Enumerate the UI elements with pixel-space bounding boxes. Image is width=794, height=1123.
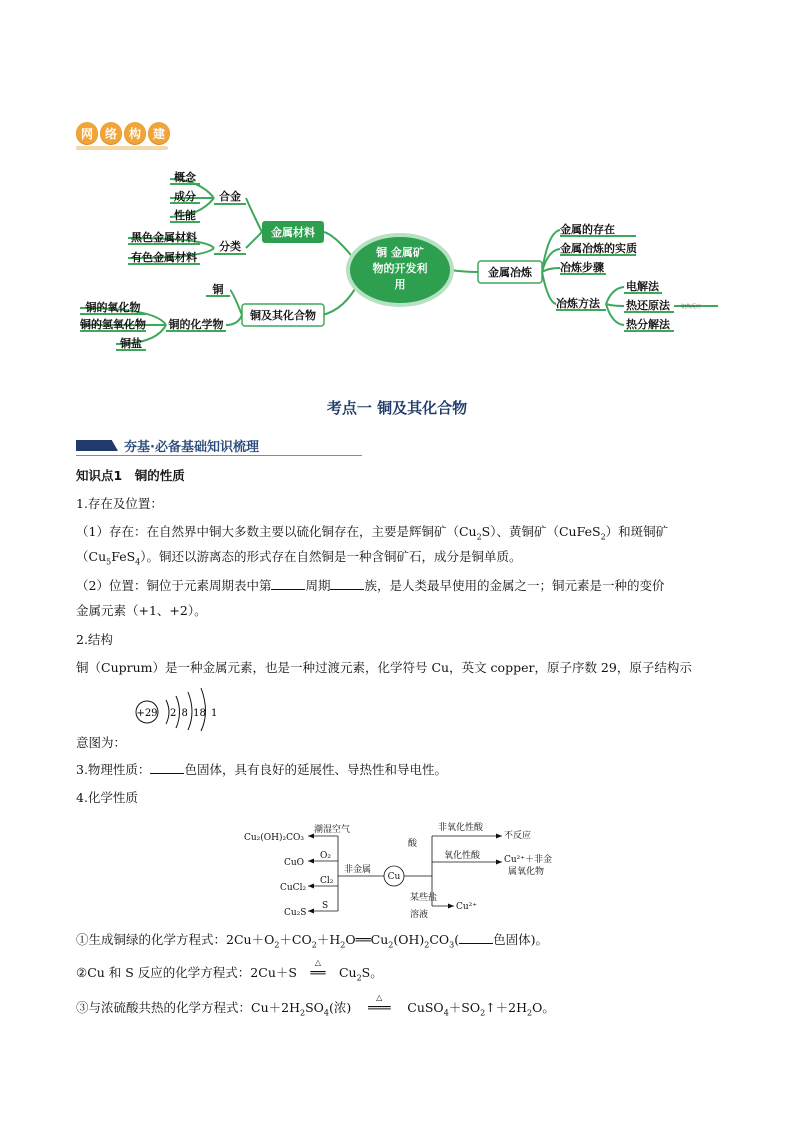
ox-result: Cu²⁺＋非金	[504, 855, 553, 865]
badge-char: 建	[148, 122, 170, 144]
paragraph: 铜（Cuprum）是一种金属元素，也是一种过渡元素，化学符号 Cu，英文 copper，原子序数 29，原子结构示	[76, 660, 692, 675]
method-item: 热分解法	[626, 318, 670, 331]
badge-char: 网	[76, 122, 98, 144]
method-item: 电解法	[626, 280, 659, 293]
sub-header-divider	[76, 455, 362, 456]
paragraph: （2）位置：铜位于元素周期表中第 周期 族，是人类最早使用的金属之一；铜元素是一种的变价	[76, 578, 665, 593]
smelting-item: 金属的存在	[560, 223, 615, 236]
reagent: 潮湿空气	[314, 825, 351, 835]
product: Cu₂(OH)₂CO₃	[244, 833, 305, 843]
acid-label: 酸	[408, 839, 418, 849]
atom-structure-diagram	[130, 684, 220, 732]
salt-result: Cu²⁺	[456, 902, 478, 912]
reagent: Cl₂	[320, 876, 334, 886]
knowledge-point-title: 知识点1 铜的性质	[76, 468, 185, 483]
ox-result: 属氧化物	[508, 867, 545, 877]
alloy-item: 成分	[174, 190, 196, 203]
category-item: 有色金属材料	[131, 251, 197, 264]
atom-nucleus: +29	[136, 708, 158, 719]
product: Cu₂S	[284, 908, 307, 918]
paragraph: 意图为：	[76, 735, 127, 750]
center-line-2: 物的开发利	[372, 262, 428, 275]
paragraph: 2.结构	[76, 632, 113, 647]
sub-header-text: 夯基·必备基础知识梳理	[124, 440, 259, 455]
copper-compounds-label: 铜及其化合物	[250, 309, 316, 322]
center-line-1: 铜 金属矿	[376, 246, 424, 259]
copper-chemical-item: 铜的氢氧化物	[80, 318, 146, 331]
salt-label: 溶液	[410, 910, 429, 920]
equation-2: ②Cu 和 S 反应的化学方程式：2Cu＋S △ ══ $Cu_2S$。	[76, 958, 383, 983]
method-item: 热还原法	[626, 299, 670, 312]
section-badge	[76, 122, 170, 144]
methods-label: 冶炼方法	[556, 297, 600, 310]
smelting-label: 金属冶炼	[488, 266, 532, 279]
copper-chemical-item: 铜盐	[120, 337, 142, 350]
nonmetal-label: 非金属	[344, 865, 372, 875]
copper-chemical-item: 铜的氧化物	[85, 301, 141, 314]
paragraph: （1）存在：在自然界中铜大多数主要以硫化铜存在，主要是辉铜矿$(Cu_2S)$、黄铜矿（CuFeS$_2$）和斑铜矿	[76, 524, 669, 542]
paragraph: $(Cu_5FeS_4)$。铜还以游离态的形式存在自然铜是一种含铜矿石，成分是铜单质。	[76, 549, 522, 567]
mind-map	[0, 150, 794, 360]
smelting-item: 金属冶炼的实质	[560, 242, 637, 255]
cu-center: Cu	[387, 872, 401, 882]
equation-3: ③与浓硫酸共热的化学方程式：$Cu+2H_2SO_4$(浓) △ ═══ $CuSO_4+SO_2↑+2H_2O$。	[76, 993, 555, 1018]
copper-reaction-diagram	[244, 818, 604, 922]
alloy-item: 概念	[174, 171, 196, 184]
equation-1: ①生成铜绿的化学方程式：$2Cu+O_2+CO_2+H_2O══Cu_2(OH)_2CO_3$( 色固体)。	[76, 932, 549, 950]
category-item: 黑色金属材料	[131, 231, 197, 244]
badge-char: 络	[100, 122, 122, 144]
category-label: 分类	[219, 240, 241, 253]
sub-header-bar	[76, 440, 118, 451]
ox-acid-label: 氧化性酸	[444, 851, 481, 861]
reagent: S	[322, 901, 329, 911]
no-reaction: 不反应	[504, 831, 532, 841]
copper-chemicals-label: 铜的化学物	[168, 318, 224, 331]
thermite-note: 铝热反应	[681, 304, 702, 310]
alloy-item: 性能	[174, 209, 196, 222]
product: CuCl₂	[280, 883, 307, 893]
paragraph: 3.物理性质： 色固体，具有良好的延展性、导热性和导电性。	[76, 762, 447, 777]
copper-label: 铜	[212, 283, 224, 296]
paragraph: 4.化学性质	[76, 790, 138, 805]
nonox-acid-label: 非氧化性酸	[438, 823, 484, 833]
product: CuO	[284, 858, 305, 868]
metal-materials-label: 金属材料	[271, 226, 315, 239]
paragraph: 1.存在及位置：	[76, 496, 163, 511]
center-line-3: 用	[394, 278, 406, 291]
salt-label: 某些盐	[410, 893, 438, 903]
sub-header	[76, 436, 259, 455]
alloy-label: 合金	[219, 190, 241, 203]
paragraph: 金属元素（+1、+2）。	[76, 603, 207, 618]
smelting-item: 冶炼步骤	[560, 261, 604, 274]
badge-char: 构	[124, 122, 146, 144]
section-title: 考点一 铜及其化合物	[326, 399, 468, 417]
reagent: O₂	[320, 851, 331, 861]
atom-shells: 2 8 18 1	[170, 708, 218, 719]
